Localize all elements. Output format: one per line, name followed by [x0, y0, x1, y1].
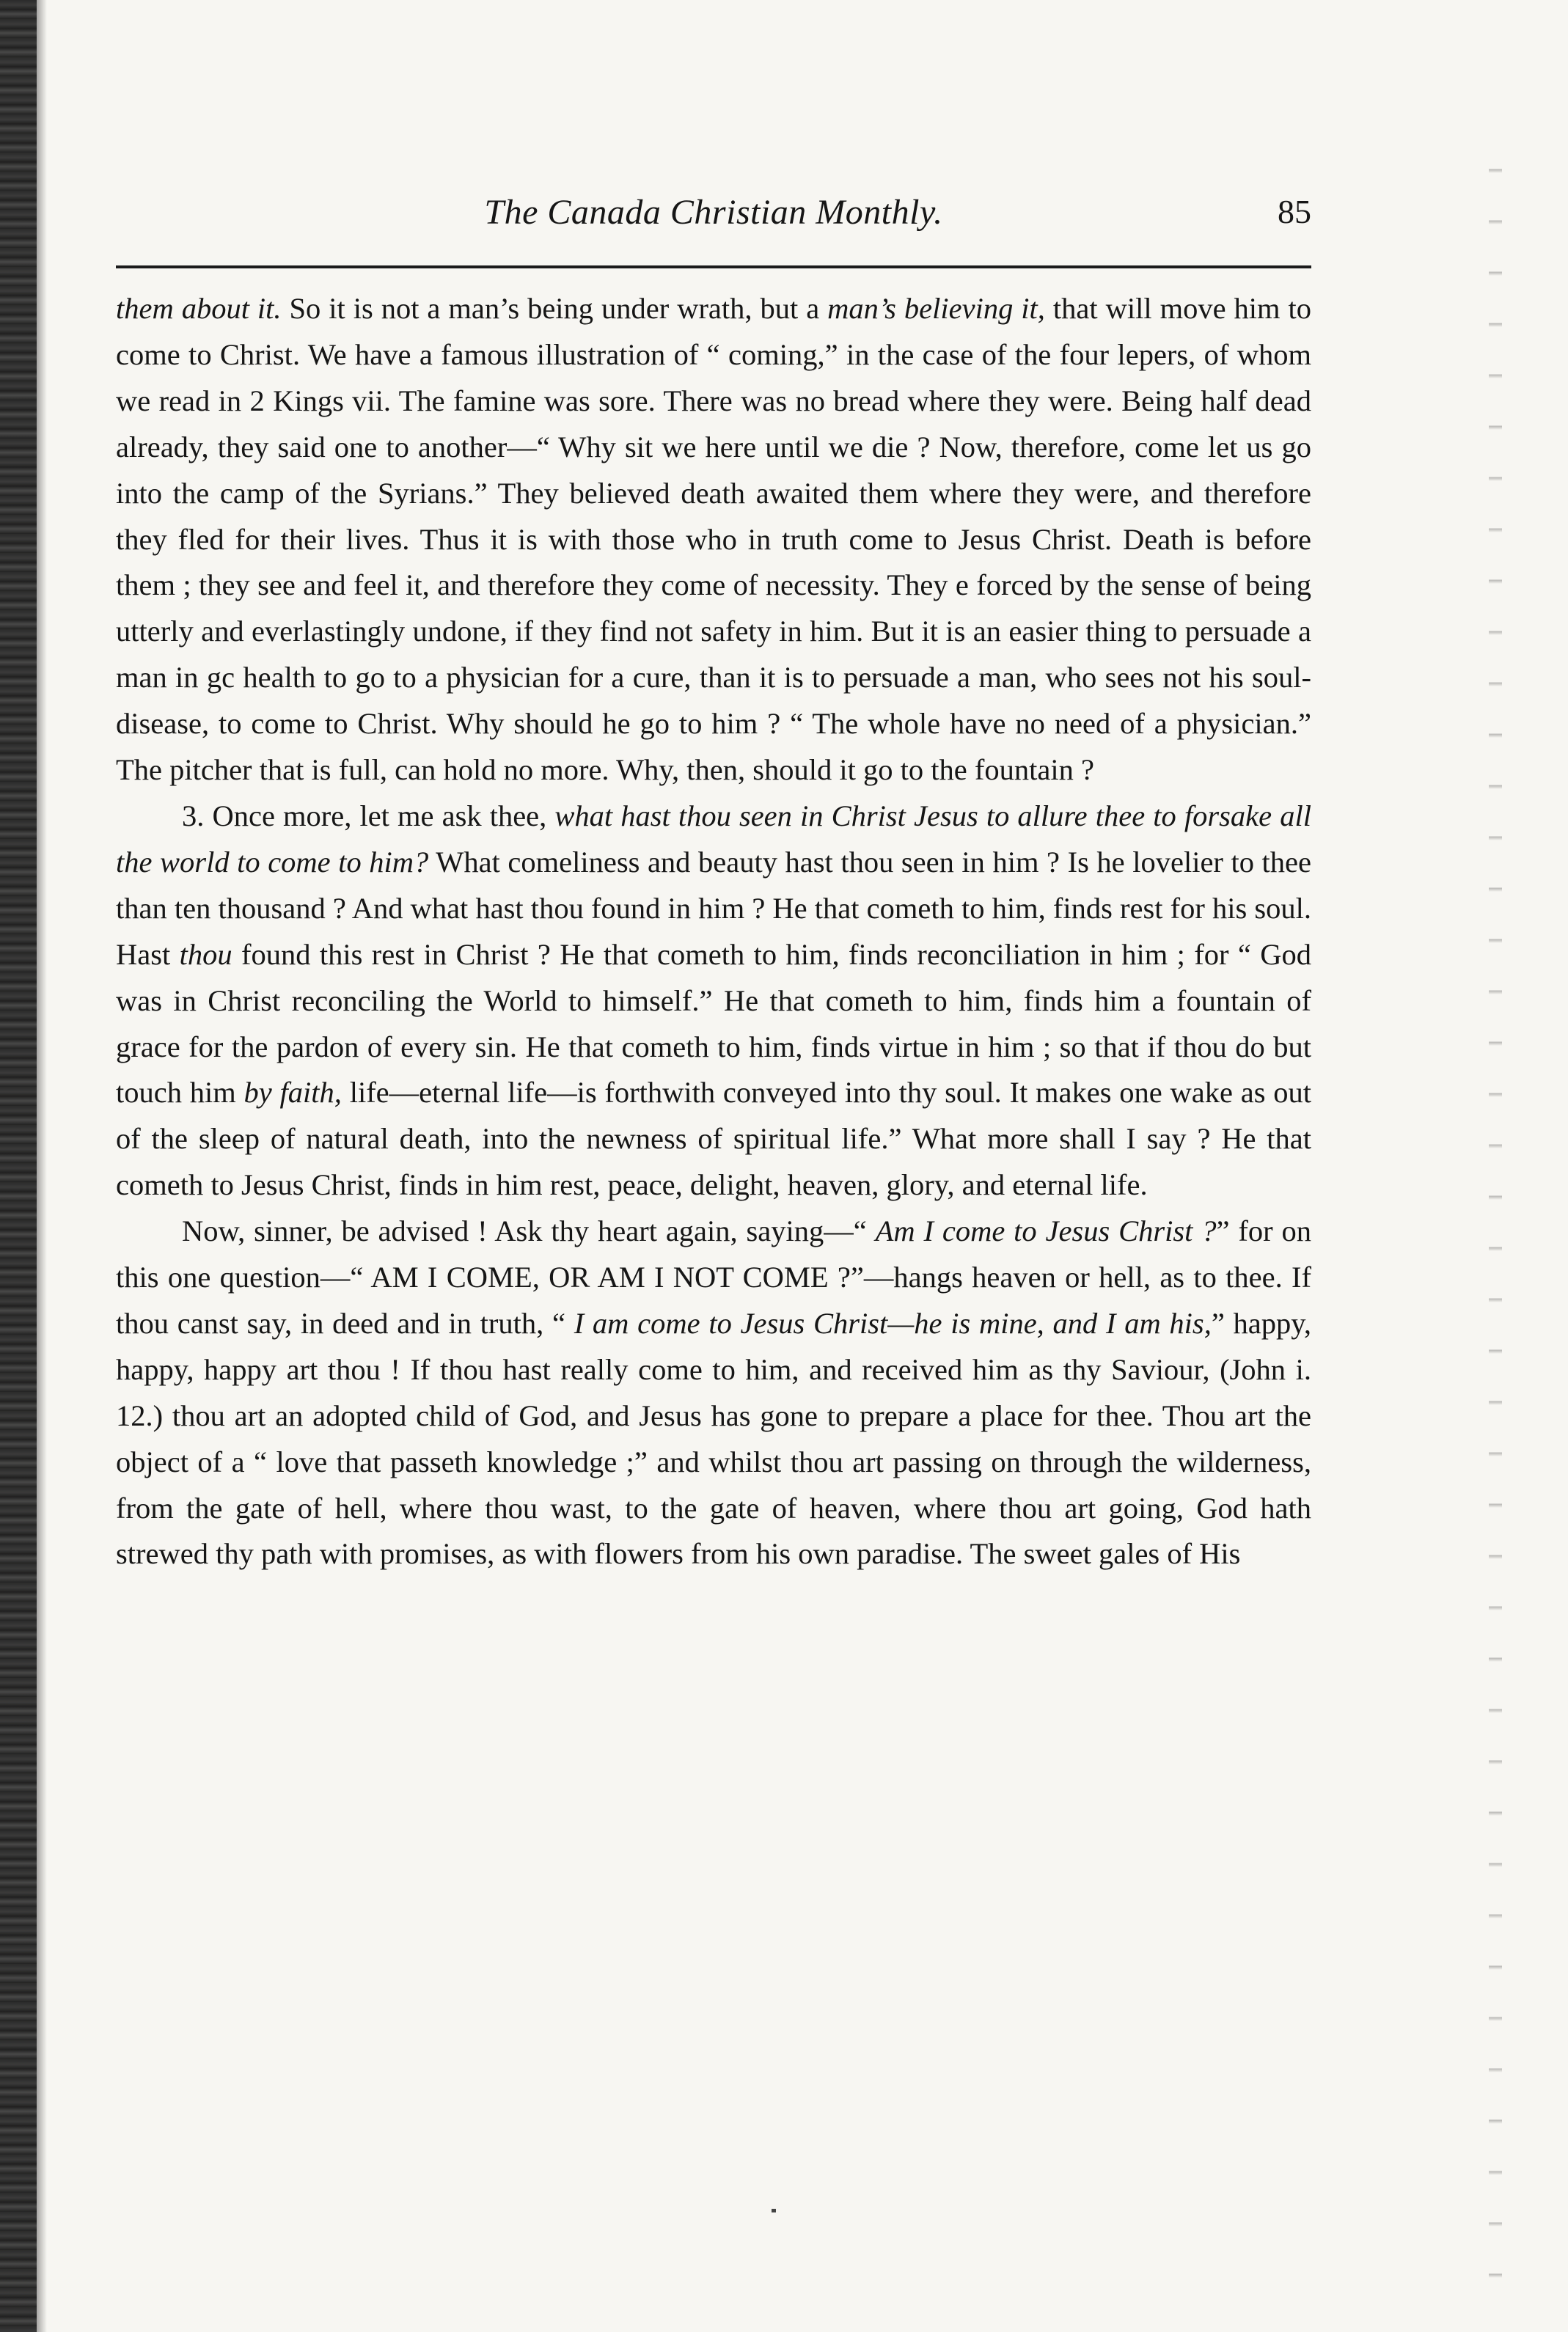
text-run: life—eternal life—is forthwith conveyed into thy soul. It makes one wake as out of the sleep of natural death, into the newness of spiritual life.” What more shall I say ? He that cometh to Jesus Christ, finds in him rest, peace, delight, heaven, glory, and eternal life. — [116, 1076, 1311, 1202]
text-run: What comeliness and beauty hast thou seen in him ? Is he lovelier to thee than ten thousand ? And what hast thou found in him ? He that cometh to him, finds rest for his soul. Hast — [116, 845, 1312, 971]
text-run: ” happy, happy, happy art thou ! If thou hast really come to him, and received him as thy Saviour, (John i. 12.) thou art an adopted child of God, and Jesus has gone to prepare a place for thee. Thou art the object of a “ love that passeth knowledge ;” and whilst thou art passing on through the wilderness, from the gate of hell, where thou wast, to the gate of heaven, where thou art going, God hath strewed thy path with promises, as with flowers from his own paradise. The sweet gales of His — [116, 1306, 1311, 1571]
italic-text-run: thou — [179, 937, 232, 971]
text-run: 3. Once more, let me ask thee, — [182, 799, 555, 832]
running-title: The Canada Christian Monthly. — [484, 193, 943, 232]
header-rule — [116, 265, 1311, 268]
paragraph — [116, 1209, 1311, 1577]
text-run: So it is not a man’s being under wrath, but a — [281, 292, 828, 325]
paragraph — [116, 286, 1311, 793]
text-run: Now, sinner, be advised ! Ask thy heart again, saying—“ — [182, 1214, 876, 1248]
italic-text-run: what hast thou seen in Christ Jesus to allure thee to forsake all the world to come to him? — [116, 799, 1311, 879]
text-run: that will move him to come to Christ. We have a famous illustration of “ coming,” in the case of the four lepers, of whom we read in 2 Kings vii. The famine was sore. There was no bread where they were. Being half dead already, they said one to another—“ Why sit we here until we die ? Now, therefore, come let us go into the camp of the Syrians.” They believed death awaited them where they were, and therefore they fled for their lives. Thus it is with those who in truth come to Jesus Christ. Death is before them ; they see and feel it, and therefore they come of necessity. They e forced by the sense of being utterly and everlastingly undone, if they find not safety in him. But it is an easier thing to persuade a man in gc health to go to a physician for a cure, than it is to persuade a man, who sees not his soul-disease, to come to Christ. Why should he go to him ? “ The whole have no need of a physician.” The pitcher that is full, can hold no more. Why, then, should it go to the fountain ? — [116, 292, 1311, 787]
body-text — [116, 286, 1311, 1577]
text-run: found this rest in Christ ? He that cometh to him, finds reconciliation in him ; for “ God was in Christ reconciling the World to himself.” He that cometh to him, finds him a fountain of grace for the pardon of every sin. He that cometh to him, finds virtue in him ; so that if thou do but touch him — [116, 937, 1311, 1110]
scan-mark — [772, 2209, 776, 2212]
page-number: 85 — [1278, 193, 1311, 230]
italic-text-run: man’s believing it, — [827, 292, 1045, 325]
book-page — [116, 192, 1312, 1571]
italic-text-run: by faith, — [243, 1076, 342, 1110]
italic-text-run: I am come to Jesus Christ—he is mine, and I am his, — [574, 1306, 1212, 1340]
italic-text-run: Am I come to Jesus Christ ? — [875, 1214, 1217, 1248]
paragraph — [116, 793, 1311, 1209]
text-run: ” for on this one question—“ AM I COME, OR AM I NOT COME ?”—hangs heaven or hell, as to thee. If thou canst say, in deed and in truth, “ — [116, 1214, 1311, 1340]
italic-text-run: them about it. — [116, 292, 282, 325]
scan-edge-speckle — [1489, 147, 1502, 2317]
page-header — [116, 192, 1311, 251]
scanned-binding-edge — [0, 0, 37, 2332]
